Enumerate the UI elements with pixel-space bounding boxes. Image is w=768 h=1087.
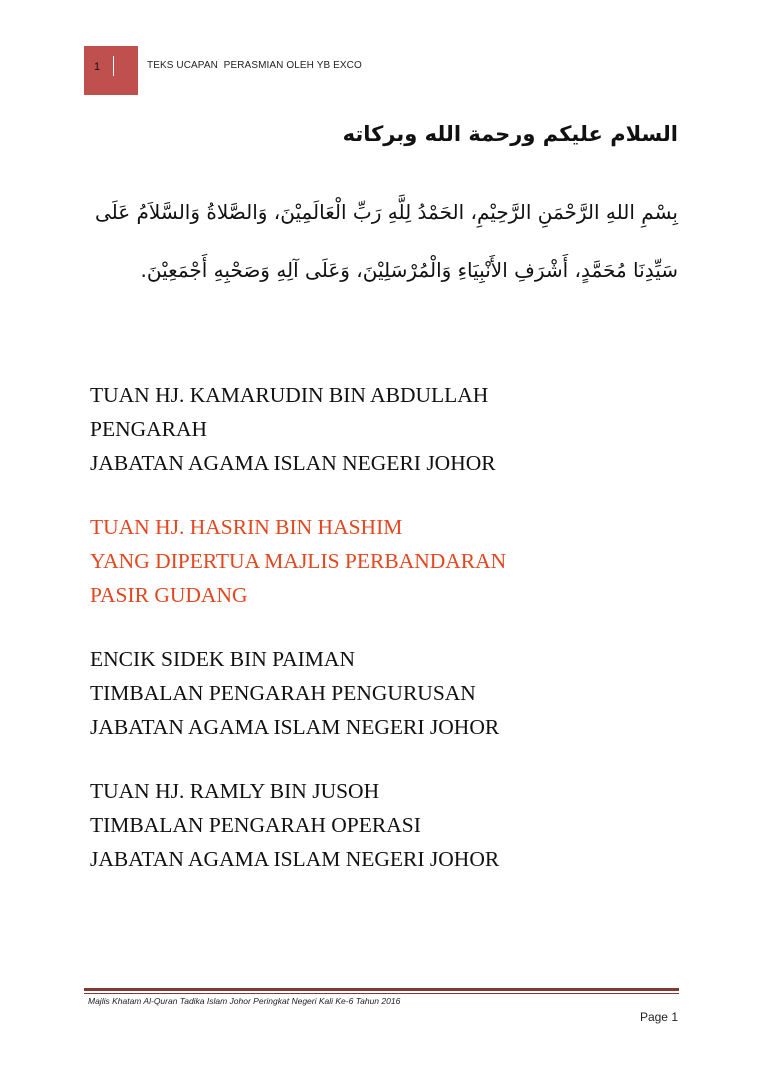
header-page-number: 1	[94, 61, 101, 73]
salutation-position: YANG DIPERTUA MAJLIS PERBANDARAN	[90, 549, 507, 573]
salutation-organization: JABATAN AGAMA ISLAM NEGERI JOHOR	[90, 847, 500, 871]
salutation-name: TUAN HJ. RAMLY BIN JUSOH	[90, 779, 380, 803]
salutation-name: ENCIK SIDEK BIN PAIMAN	[90, 647, 355, 671]
salutation-block	[90, 510, 506, 612]
arabic-basmala-line-1: بِسْمِ اللهِ الرَّحْمَنِ الرَّحِيْمِ، الحَمْدُ لِلَّهِ رَبِّ الْعَالَمِيْنَ، وَالصَّلاةُ وَالسَّلاَمُ عَلَى	[94, 200, 678, 224]
arabic-basmala-line-2: سَيِّدِنَا مُحَمَّدٍ، أَشْرَفِ الأَنْبِيَاءِ وَالْمُرْسَلِيْنَ، وَعَلَى آلِهِ وَصَحْبِهِ أَجْمَعِيْنَ.	[140, 258, 678, 282]
salutation-position: PENGARAH	[90, 417, 208, 441]
salutation-name: TUAN HJ. HASRIN BIN HASHIM	[90, 515, 403, 539]
salutation-organization: JABATAN AGAMA ISLAM NEGERI JOHOR	[90, 715, 500, 739]
header-title: TEKS UCAPAN PERASMIAN OLEH YB EXCO	[147, 60, 362, 71]
salutation-list	[90, 378, 506, 906]
salutation-position: TIMBALAN PENGARAH PENGURUSAN	[90, 681, 476, 705]
salutation-organization: PASIR GUDANG	[90, 583, 248, 607]
salutation-organization: JABATAN AGAMA ISLAN NEGERI JOHOR	[90, 451, 496, 475]
footer-page-label: Page 1	[639, 1010, 678, 1024]
footer-divider-thin	[84, 993, 679, 994]
arabic-greeting: السلام عليكم ورحمة الله وبركاته	[342, 122, 678, 146]
salutation-name: TUAN HJ. KAMARUDIN BIN ABDULLAH	[90, 383, 489, 407]
salutation-block	[90, 642, 506, 744]
footer-event-text: Majlis Khatam Al-Quran Tadika Islam Johor Peringkat Negeri Kali Ke-6 Tahun 2016	[88, 996, 401, 1006]
header-page-number-box	[84, 46, 138, 95]
salutation-position: TIMBALAN PENGARAH OPERASI	[90, 813, 421, 837]
salutation-block	[90, 378, 506, 480]
footer-divider-thick	[84, 988, 679, 991]
salutation-block	[90, 774, 506, 876]
